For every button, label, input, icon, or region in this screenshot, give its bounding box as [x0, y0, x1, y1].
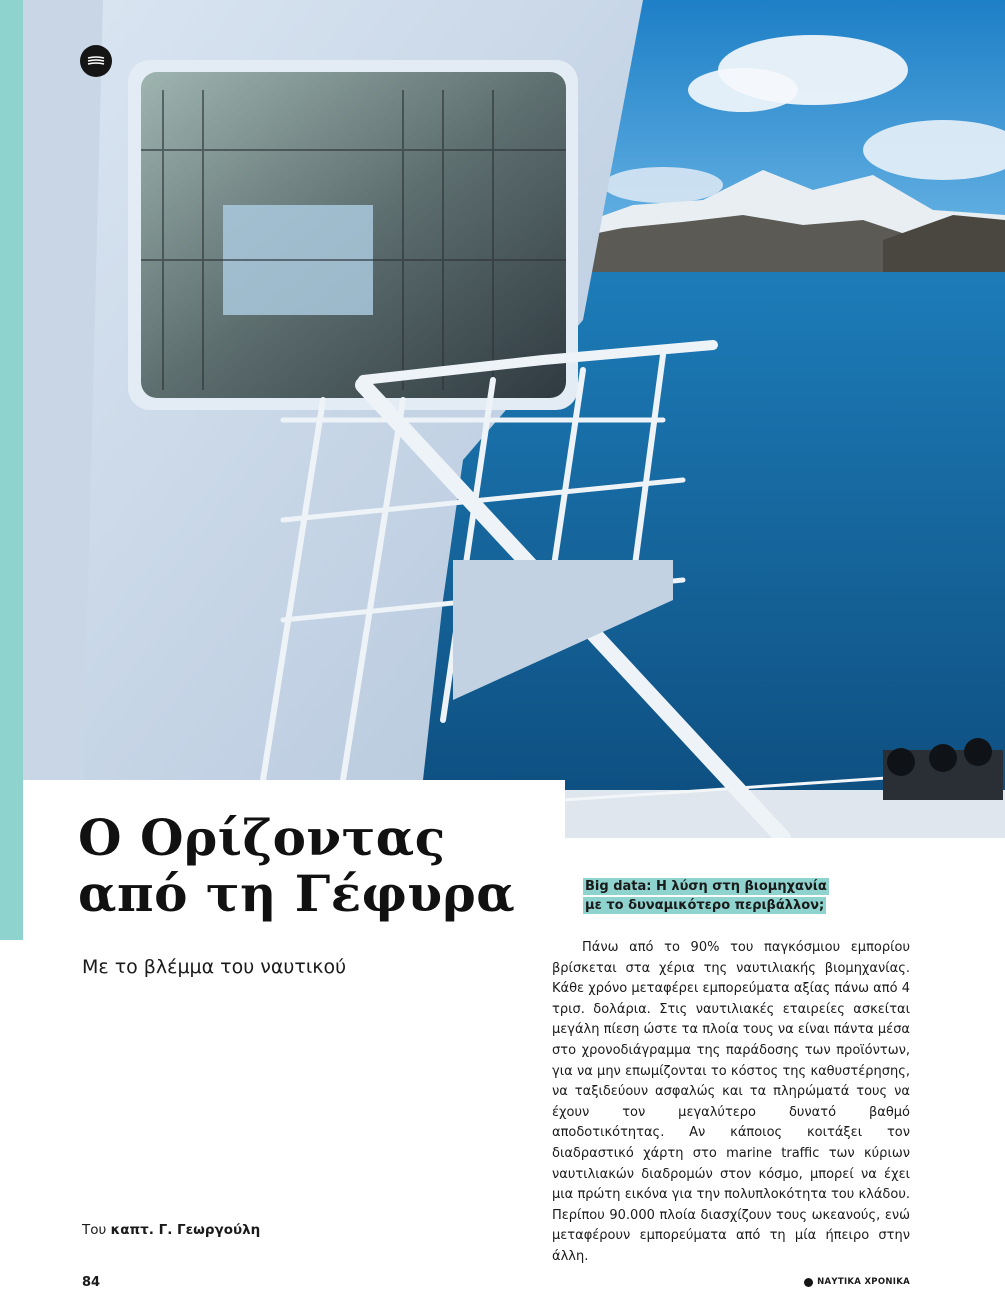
byline-author: καπτ. Γ. Γεωργούλη: [110, 1222, 261, 1238]
page-number: 84: [82, 1275, 101, 1290]
sidebar-heading: [583, 877, 833, 915]
byline-prefix: Του: [82, 1222, 111, 1238]
sidebar-body: Πάνω από το 90% του παγκόσμιου εμπορίου βρίσκεται στα χέρια της ναυτιλιακής βιομηχανίας. Κάθε χρόνο μεταφέρει εμπορεύματα αξίας πάνω από 4 τρισ. δολάρια. Στις ναυτιλιακές εταιρείες ασκείται μεγάλη πίεση ώστε τα πλοία τους να είναι πάντα μέσα στο χρονοδιάγραμμα της παράδοσης των προϊόντων, για να μην επωμίζονται το κόστος της καθυστέρησης, να ταξιδεύουν ασφαλώς και τα πληρώματά τους να έχουν τον μεγαλύτερο δυνατό βαθμό αποδοτικότητας. Αν κάποιος κοιτάξει τον διαδραστικό χάρτη στο marine traffic των κύριων ναυτιλιακών διαδρομών στον κόσμο, μπορεί να έχει μια πρώτη εικόνα για την πολυπλοκότητα του κλάδου. Περίπου 90.000 πλοία διασχίζουν τους ωκεανούς, ενώ μεταφέρουν εμπορεύματα από τη μία ήπειρο στην άλλη.: [552, 940, 910, 1264]
sidebar-heading-text: Big data: Η λύση στη βιομηχανία με το δυναμικότερο περιβάλλον;: [585, 879, 827, 913]
magazine-logo-icon: [80, 45, 112, 77]
publication-name: ΝΑΥΤΙΚΑ ΧΡΟΝΙΚΑ: [817, 1277, 910, 1287]
publication-logo-icon: [804, 1278, 813, 1287]
article-title: [78, 810, 558, 922]
article-subtitle: Με το βλέμμα του ναυτικού: [82, 956, 347, 978]
title-line-1: Ο Ορίζοντας: [78, 808, 446, 867]
accent-bar: [0, 0, 23, 940]
publication-footer: [804, 1277, 910, 1287]
hero-photo: [23, 0, 1005, 838]
ship-bridge-photo: [23, 0, 1005, 838]
title-line-2: από τη Γέφυρα: [78, 864, 516, 923]
byline: [82, 1222, 260, 1238]
